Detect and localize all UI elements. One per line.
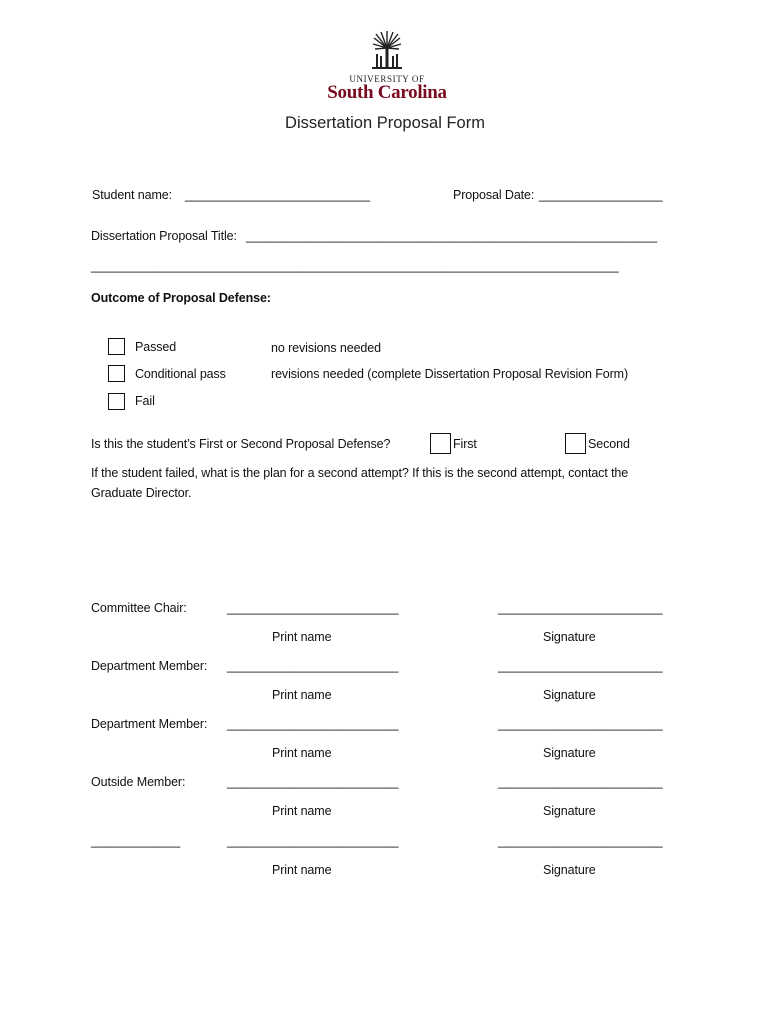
signature-caption: Signature	[543, 746, 596, 760]
proposal-title-field-line2[interactable]: _____________________________________________________________________________	[91, 259, 619, 273]
logo-south-carolina: South Carolina	[327, 82, 447, 103]
print-name-caption: Print name	[272, 630, 332, 644]
outside-member-signature-field[interactable]: ________________________	[498, 775, 663, 789]
student-name-field[interactable]: ___________________________	[185, 188, 371, 202]
signature-caption: Signature	[543, 688, 596, 702]
palmetto-tree-icon	[316, 30, 458, 74]
proposal-date-field[interactable]: __________________	[539, 188, 663, 202]
extra-role-field[interactable]: _____________	[91, 834, 181, 848]
fail-label: Fail	[135, 394, 155, 408]
attempt-question: Is this the student’s First or Second Proposal Defense?	[91, 437, 391, 451]
signature-caption: Signature	[543, 630, 596, 644]
print-name-caption: Print name	[272, 746, 332, 760]
conditional-pass-checkbox[interactable]	[108, 365, 125, 382]
department-member-2-signature-field[interactable]: ________________________	[498, 717, 663, 731]
outcome-heading: Outcome of Proposal Defense:	[91, 291, 271, 305]
first-label: First	[453, 437, 477, 451]
extra-member-signature-field[interactable]: ________________________	[498, 834, 663, 848]
print-name-caption: Print name	[272, 688, 332, 702]
first-checkbox[interactable]	[430, 433, 451, 454]
outside-member-label: Outside Member:	[91, 775, 186, 789]
second-checkbox[interactable]	[565, 433, 586, 454]
signature-caption: Signature	[543, 804, 596, 818]
proposal-title-label: Dissertation Proposal Title:	[91, 229, 237, 243]
conditional-pass-label: Conditional pass	[135, 367, 226, 381]
department-member-2-label: Department Member:	[91, 717, 208, 731]
university-logo	[316, 30, 458, 104]
passed-label: Passed	[135, 340, 177, 354]
proposal-title-field[interactable]: ____________________________________________________________	[246, 229, 658, 243]
passed-checkbox[interactable]	[108, 338, 125, 355]
conditional-pass-note: revisions needed (complete Dissertation Proposal Revision Form)	[271, 367, 629, 381]
print-name-caption: Print name	[272, 863, 332, 877]
department-member-1-label: Department Member:	[91, 659, 208, 673]
second-attempt-plan-line2: Graduate Director.	[91, 486, 192, 500]
department-member-2-name-field[interactable]: _________________________	[227, 717, 399, 731]
student-name-label: Student name:	[92, 188, 173, 202]
proposal-date-label: Proposal Date:	[453, 188, 535, 202]
form-title: Dissertation Proposal Form	[285, 114, 485, 132]
department-member-1-name-field[interactable]: _________________________	[227, 659, 399, 673]
passed-note: no revisions needed	[271, 341, 381, 355]
outside-member-name-field[interactable]: _________________________	[227, 775, 399, 789]
committee-chair-name-field[interactable]: _________________________	[227, 601, 399, 615]
print-name-caption: Print name	[272, 804, 332, 818]
signature-caption: Signature	[543, 863, 596, 877]
committee-chair-label: Committee Chair:	[91, 601, 187, 615]
second-label: Second	[588, 437, 630, 451]
extra-member-name-field[interactable]: _________________________	[227, 834, 399, 848]
fail-checkbox[interactable]	[108, 393, 125, 410]
department-member-1-signature-field[interactable]: ________________________	[498, 659, 663, 673]
logo-university-of: UNIVERSITY OF	[349, 74, 425, 84]
committee-chair-signature-field[interactable]: ________________________	[498, 601, 663, 615]
second-attempt-plan-line1: If the student failed, what is the plan for a second attempt? If this is the second attempt, contact the	[91, 466, 629, 480]
